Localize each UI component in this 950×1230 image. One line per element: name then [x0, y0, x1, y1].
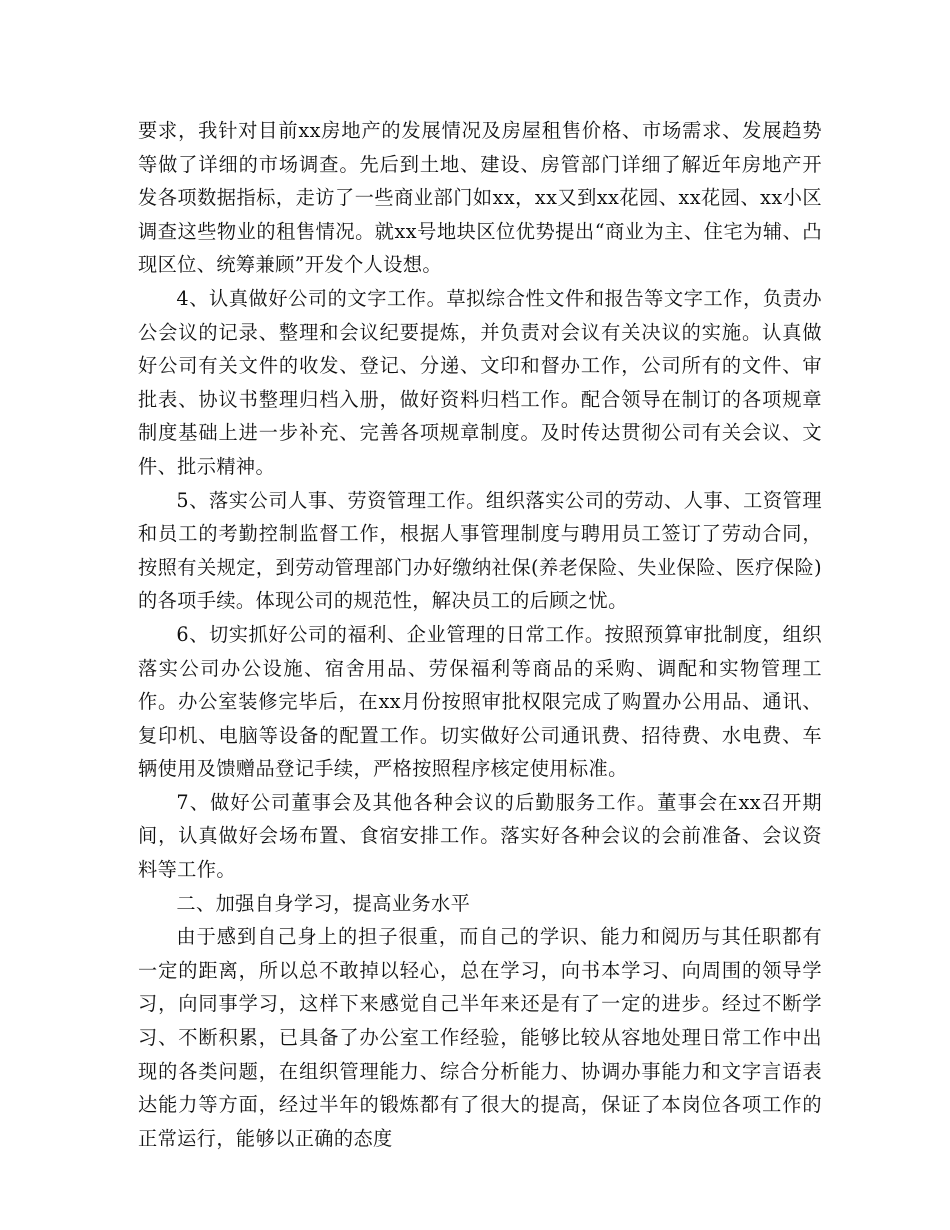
- paragraph-5: 7、做好公司董事会及其他各种会议的后勤服务工作。董事会在xx召开期间，认真做好会场布置、食宿安排工作。落实好各种会议的会前准备、会议资料等工作。: [138, 790, 822, 882]
- paragraph-4: 6、切实抓好公司的福利、企业管理的日常工作。按照预算审批制度，组织落实公司办公设施、宿舍用品、劳保福利等商品的采购、调配和实物管理工作。办公室装修完毕后，在xx月份按照审批权限完成了购置办公用品、通讯、复印机、电脑等设备的配置工作。切实做好公司通讯费、招待费、水电费、车辆使用及馈赠品登记手续，严格按照程序核定使用标准。: [138, 622, 822, 781]
- document-body: [138, 114, 822, 1155]
- paragraph-1: 要求，我针对目前xx房地产的发展情况及房屋租售价格、市场需求、发展趋势等做了详细的市场调查。先后到土地、建设、房管部门详细了解近年房地产开发各项数据指标，走访了一些商业部门如xx，xx又到xx花园、xx花园、xx小区调查这些物业的租售情况。就xx号地块区位优势提出“商业为主、住宅为辅、凸现区位、统筹兼顾”开发个人设想。: [138, 119, 822, 277]
- paragraph-3: 5、落实公司人事、劳资管理工作。组织落实公司的劳动、人事、工资管理和员工的考勤控制监督工作，根据人事管理制度与聘用员工签订了劳动合同，按照有关规定，到劳动管理部门办好缴纳社保(养老保险、失业保险、医疗保险)的各项手续。体现公司的规范性，解决员工的后顾之忧。: [138, 488, 822, 613]
- paragraph-2: 4、认真做好公司的文字工作。草拟综合性文件和报告等文字工作，负责办公会议的记录、整理和会议纪要提炼，并负责对会议有关决议的实施。认真做好公司有关文件的收发、登记、分递、文印和督办工作，公司所有的文件、审批表、协议书整理归档入册，做好资料归档工作。配合领导在制订的各项规章制度基础上进一步补充、完善各项规章制度。及时传达贯彻公司有关会议、文件、批示精神。: [138, 286, 822, 478]
- paragraph-6: 由于感到自己身上的担子很重，而自己的学识、能力和阅历与其任职都有一定的距离，所以总不敢掉以轻心，总在学习，向书本学习、向周围的领导学习，向同事学习，这样下来感觉自己半年来还是有了一定的进步。经过不断学习、不断积累，已具备了办公室工作经验，能够比较从容地处理日常工作中出现的各类问题，在组织管理能力、综合分析能力、协调办事能力和文字言语表达能力等方面，经过半年的锻炼都有了很大的提高，保证了本岗位各项工作的正常运行，能够以正确的态度: [138, 925, 822, 1150]
- section-heading: 二、加强自身学习，提高业务水平: [176, 891, 471, 915]
